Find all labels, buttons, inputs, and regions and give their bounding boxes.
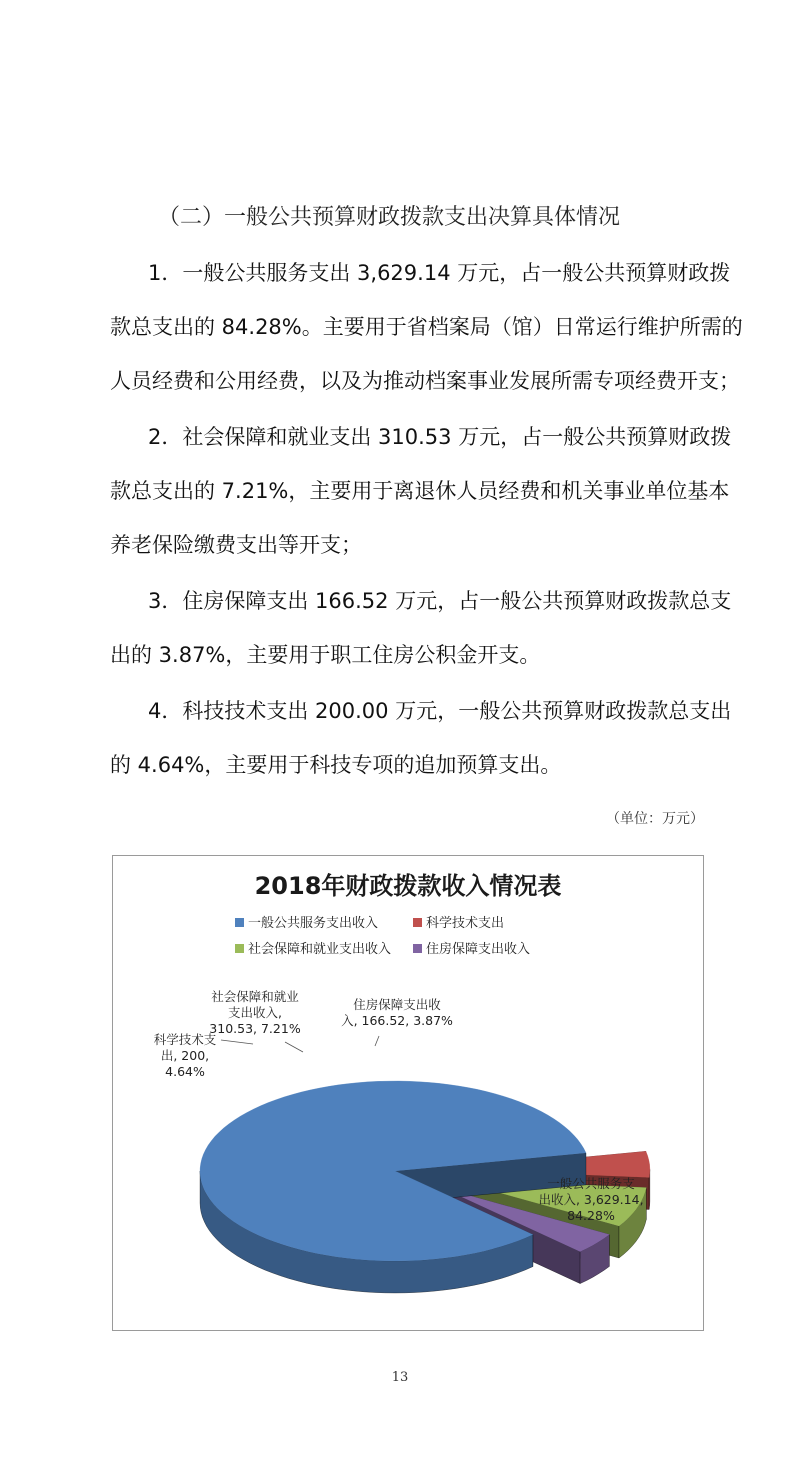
paragraph-line: 出的 3.87%，主要用于职工住房公积金开支。 — [110, 643, 541, 667]
label-leader-line — [375, 1036, 379, 1046]
legend-swatch — [235, 918, 244, 927]
paragraph-line: 款总支出的 84.28%。主要用于省档案局（馆）日常运行维护所需的 — [110, 315, 743, 339]
legend-swatch — [235, 944, 244, 953]
legend-swatch — [413, 918, 422, 927]
unit-note: （单位：万元） — [606, 811, 704, 827]
paragraph-line: 的 4.64%，主要用于科技专项的追加预算支出。 — [110, 753, 562, 777]
data-label: 科学技术支出, 200, 4.64% — [153, 1032, 217, 1079]
data-label: 社会保障和就业支出收入, 310.53, 7.21% — [209, 989, 301, 1036]
legend-label: 住房保障支出收入 — [426, 942, 531, 957]
paragraph-social-security — [110, 410, 732, 572]
pie-chart — [112, 855, 704, 1331]
data-label: 住房保障支出收入, 166.52, 3.87% — [341, 997, 453, 1028]
paragraph-general-public-services — [110, 246, 743, 408]
chart-title: 2018年财政拨款收入情况表 — [254, 872, 562, 900]
page-number: 13 — [391, 1370, 409, 1385]
legend-label: 一般公共服务支出收入 — [248, 916, 379, 931]
paragraph-line: 3．住房保障支出 166.52 万元，占一般公共预算财政拨款总支 — [148, 589, 732, 613]
paragraph-housing — [110, 574, 732, 682]
label-leader-line — [285, 1042, 303, 1052]
paragraph-line: 4．科技技术支出 200.00 万元，一般公共预算财政拨款总支出 — [148, 699, 732, 723]
legend-label: 科学技术支出 — [426, 916, 505, 931]
paragraph-line: 2．社会保障和就业支出 310.53 万元，占一般公共预算财政拨 — [148, 425, 732, 449]
pie-chart-svg — [113, 856, 703, 1330]
paragraph-line: 款总支出的 7.21%，主要用于离退休人员经费和机关事业单位基本 — [110, 479, 730, 503]
section-title: （二）一般公共预算财政拨款支出决算具体情况 — [158, 205, 621, 230]
paragraph-science-tech — [110, 684, 732, 792]
paragraph-line: 1．一般公共服务支出 3,629.14 万元，占一般公共预算财政拨 — [148, 261, 731, 285]
legend-label: 社会保障和就业支出收入 — [248, 942, 392, 957]
paragraph-line: 养老保险缴费支出等开支； — [110, 533, 362, 557]
paragraph-line: 人员经费和公用经费，以及为推动档案事业发展所需专项经费开支； — [110, 369, 740, 393]
legend-swatch — [413, 944, 422, 953]
data-label: 一般公共服务支出收入, 3,629.14, 84.28% — [538, 1176, 644, 1223]
label-leader-line — [221, 1040, 253, 1044]
